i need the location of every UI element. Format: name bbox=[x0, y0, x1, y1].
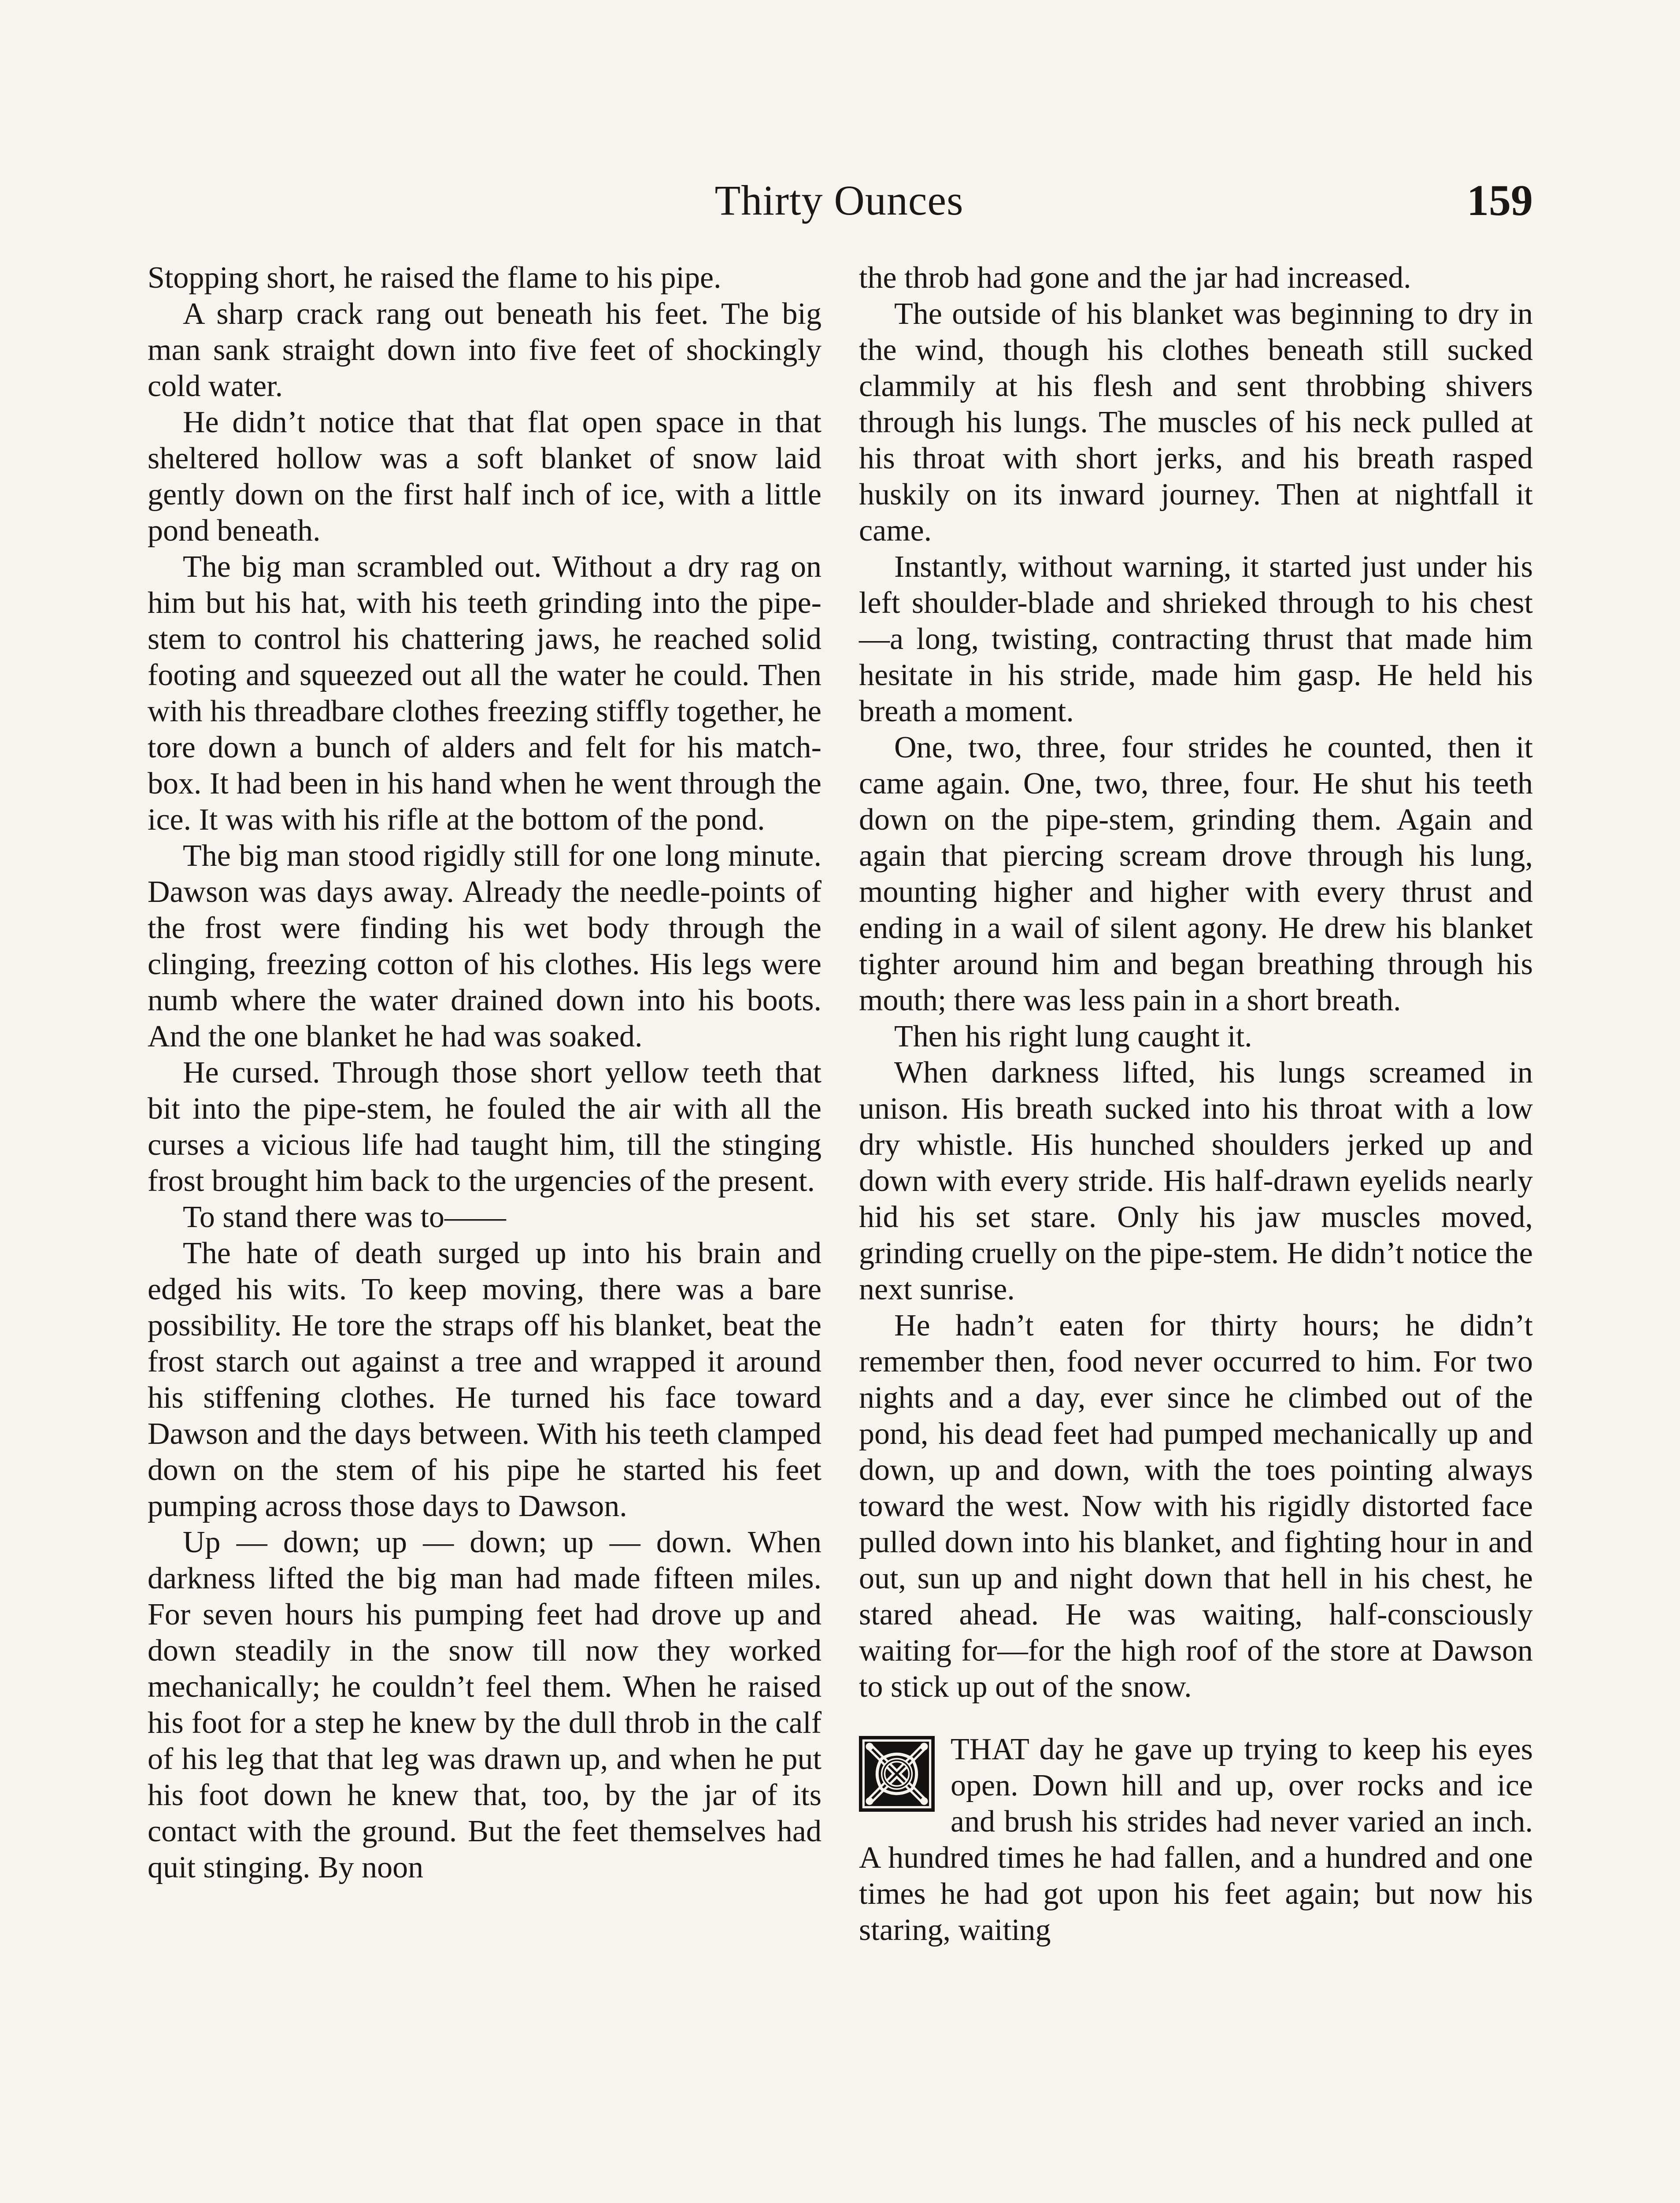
paragraph: Instantly, without warning, it started just under his left shoulder-blade and shrieked through to his chest—a long, twisting, contracting thrust that made him hesitate in his stride, made him gasp. He held his breath a moment. bbox=[859, 550, 1533, 728]
paragraph: Up — down; up — down; up — down. When darkness lifted the big man had made fifteen miles. For seven hours his pumping feet had drove up and down steadily in the snow till now they worked mechanically; he couldn’t feel them. When he raised his foot for a step he knew by the dull throb in the calf of his leg that that leg was drawn up, and when he put his foot down he knew that, too, by the jar of its contact with the ground. But the feet themselves had quit stinging. By noon bbox=[148, 1525, 821, 1884]
paragraph: Then his right lung caught it. bbox=[894, 1020, 1252, 1053]
paragraph: A sharp crack rang out beneath his feet. The big man sank straight down into five feet of shockingly cold water. bbox=[148, 297, 821, 403]
paragraph: The big man scrambled out. Without a dry rag on him but his hat, with his teeth grinding into the pipe-stem to control his chattering jaws, he reached solid footing and squeezed out all the water he could. Then with his threadbare clothes freezing stiffly together, he tore down a bunch of alders and felt for his match-box. It had been in his hand when he went through the ice. It was with his rifle at the bottom of the pond. bbox=[148, 550, 821, 837]
paragraph: the throb had gone and the jar had increased. bbox=[859, 261, 1411, 295]
section-break bbox=[859, 1705, 1533, 1732]
paragraph: When darkness lifted, his lungs screamed in unison. His breath sucked into his throat with a low dry whistle. His hunched shoulders jerked up and down with every stride. His half-drawn eyelids nearly hid his set stare. Only his jaw muscles moved, grinding cruelly on the pipe-stem. He didn’t notice the next sunrise. bbox=[859, 1056, 1533, 1306]
paragraph: To stand there was to—— bbox=[183, 1200, 506, 1234]
dropcap-paragraph bbox=[859, 1732, 1533, 1948]
page-number: 159 bbox=[1467, 176, 1533, 225]
paragraph: One, two, three, four strides he counted, then it came again. One, two, three, four. He shut his teeth down on the pipe-stem, grinding them. Again and again that piercing scream drove through his lung, mounting higher and higher with every thrust and ending in a wail of silent agony. He drew his blanket tighter around him and began breathing through his mouth; there was less pain in a short breath. bbox=[859, 731, 1533, 1017]
paragraph: Stopping short, he raised the flame to his pipe. bbox=[148, 261, 722, 295]
celtic-knot-dropcap-icon bbox=[859, 1736, 935, 1812]
paragraph: He cursed. Through those short yellow teeth that bit into the pipe-stem, he fouled the air with all the curses a vicious life had taught him, till the stinging frost brought him back to the urgencies of the present. bbox=[148, 1056, 821, 1198]
page-header bbox=[145, 167, 1533, 234]
paragraph: The hate of death surged up into his brain and edged his wits. To keep moving, there was a bare possibility. He tore the straps off his blanket, beat the frost starch out against a tree and wrapped it around his stiffening clothes. He turned his face toward Dawson and the days between. With his teeth clamped down on the stem of his pipe he started his feet pumping across those days to Dawson. bbox=[148, 1236, 821, 1523]
running-title: Thirty Ounces bbox=[714, 177, 964, 224]
paragraph: The big man stood rigidly still for one long minute. Dawson was days away. Already the needle-points of the frost were finding his wet body through the clinging, freezing cotton of his clothes. His legs were numb where the water drained down into his boots. And the one blanket he had was soaked. bbox=[148, 839, 821, 1053]
dropcap-paragraph-text: THAT day he gave up trying to keep his eyes open. Down hill and up, over rocks and ice and brush his strides had never varied an inch. A hundred times he had fallen, and a hundred and one times he had got upon his feet again; but now his staring, waiting bbox=[859, 1732, 1533, 1947]
paragraph: He didn’t notice that that flat open space in that sheltered hollow was a soft blanket of snow laid gently down on the first half inch of ice, with a little pond beneath. bbox=[148, 405, 821, 548]
paragraph: He hadn’t eaten for thirty hours; he didn’t remember then, food never occurred to him. For two nights and a day, ever since he climbed out of the pond, his dead feet had pumped mechanically up and down, up and down, with the toes pointing always toward the west. Now with his rigidly distorted face pulled down into his blanket, and fighting hour in and out, sun up and night down that hell in his chest, he stared ahead. He was waiting, half-consciously waiting for—for the high roof of the store at Dawson to stick up out of the snow. bbox=[859, 1309, 1533, 1704]
left-column bbox=[148, 260, 821, 1886]
paragraph: The outside of his blanket was beginning to dry in the wind, though his clothes beneath still sucked clammily at his flesh and sent throbbing shivers through his lungs. The muscles of his neck pulled at his throat with short jerks, and his breath rasped huskily on its inward journey. Then at nightfall it came. bbox=[859, 297, 1533, 548]
right-column bbox=[859, 260, 1533, 1948]
